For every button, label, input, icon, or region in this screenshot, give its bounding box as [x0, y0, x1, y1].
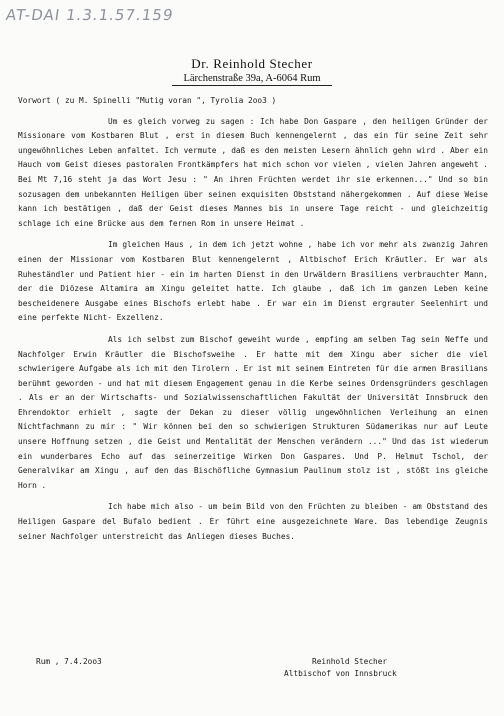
signature-name: Reinhold Stecher	[312, 657, 388, 666]
place-date: Rum , 7.4.2oo3	[36, 657, 102, 666]
paragraph-4: Ich habe mich also - um beim Bild von den Früchten zu bleiben - am Obststand des Heiligen Gaspare del Bufalo bedient . Er führt eine ausgezeichnete Ware. Das lebendige Zeugnis seiner Nachfolger unterstreicht das Anliegen dieses Buches.	[18, 502, 488, 541]
paragraph-2: Im gleichen Haus , in dem ich jetzt wohne , habe ich vor mehr als zwanzig Jahren einen der Missionar vom Kostbaren Blut kennengelernt , Altbischof Erich Kräutler. Er war als Ruheständler und Patient hier - ein im harten Dienst in den Urwäldern Brasiliens verbrauchter Mann, der die Diözese Altamira am Xingu geleitet hatte. Ich glaube , daß ich im ganzen Leben keine bescheidenere Ausgabe eines Bischofs erlebt habe . Er war ein im Dienst ergrauter Seelenhirt und eine perfekte Nicht- Exzellenz.	[18, 240, 488, 323]
letterhead-name: Dr. Reinhold Stecher	[191, 56, 313, 71]
paragraph-3: Als ich selbst zum Bischof geweiht wurde , empfing am selben Tag sein Neffe und Nachfolger Erwin Kräutler die Bischofsweihe . Er hatte mit dem Xingu aber sicher die viel schwierigere Aufgabe als ich mit den Tirolern . Er ist mit seinem Eintreten für die armen Brasilians berühmt geworden - und hat mit diesem Engagement genau in die Kerbe seines Ordensgründers geschlagen . Als er an der Wirtschafts- und Sozialwissenschaftlichen Fakultät der Universität Innsbruck den Ehrendoktor erhielt , sagte der Dekan zu dieser völlig ungewöhnlichen Verleihung an einen Nichtfachmann zu mir : " Wir können bei den so schwierigen Strukturen Südamerikas nur auf Leute unsere Hoffnung setzen , die Geist und Mentalität der Menschen verändern ..." Und das ist wiederum ein wunderbares Echo auf das seinerzeitige Wirken Don Gaspares. Und P. Helmut Tschol, der Generalvikar am Xingu , auf den das Bischöfliche Gymnasium Paulinum stolz ist , stößt ins gleiche Horn .	[18, 334, 488, 490]
letterhead-rule	[172, 85, 332, 86]
letterhead	[0, 56, 504, 86]
archive-number-stamp: AT-DAI 1.3.1.57.159	[4, 6, 175, 24]
preface-line: Vorwort ( zu M. Spinelli "Mutig voran ", Tyrolia 2oo3 )	[18, 96, 277, 105]
letter-body	[18, 94, 488, 551]
signature-title: Altbischof von Innsbruck	[284, 669, 397, 678]
paragraph-1: Um es gleich vorweg zu sagen : Ich habe Don Gaspare , den heiligen Gründer der Missionare vom Kostbaren Blut , erst in diesem Buch kennengelernt , das ein für seine Zeit sehr ungewöhnliches Leben anfaltet. Ich vermute , daß es den meisten Lesern ähnlich gehn wird . Aber ein Hauch vom Geist dieses pastoralen Frontkämpfers hat mich schon vor vielen , vielen Jahren angeweht . Bei Mt 7,16 steht ja das Wort Jesu : " An ihren Früchten werdet ihr sie erkennen..." Und so bin sozusagen dem unbekannten Heiligen über seinen exquisiten Obststand nähergekommen . Auf diese Weise kann ich bestätigen , daß der Geist dieses Mannes bis in unsere Tage reicht - und gleichzeitig schlage ich eine Brücke aus dem fernen Rom in unsere Heimat .	[18, 116, 488, 228]
signature-block	[284, 656, 397, 680]
letterhead-address: Lärchenstraße 39a, A-6064 Rum	[183, 73, 321, 84]
